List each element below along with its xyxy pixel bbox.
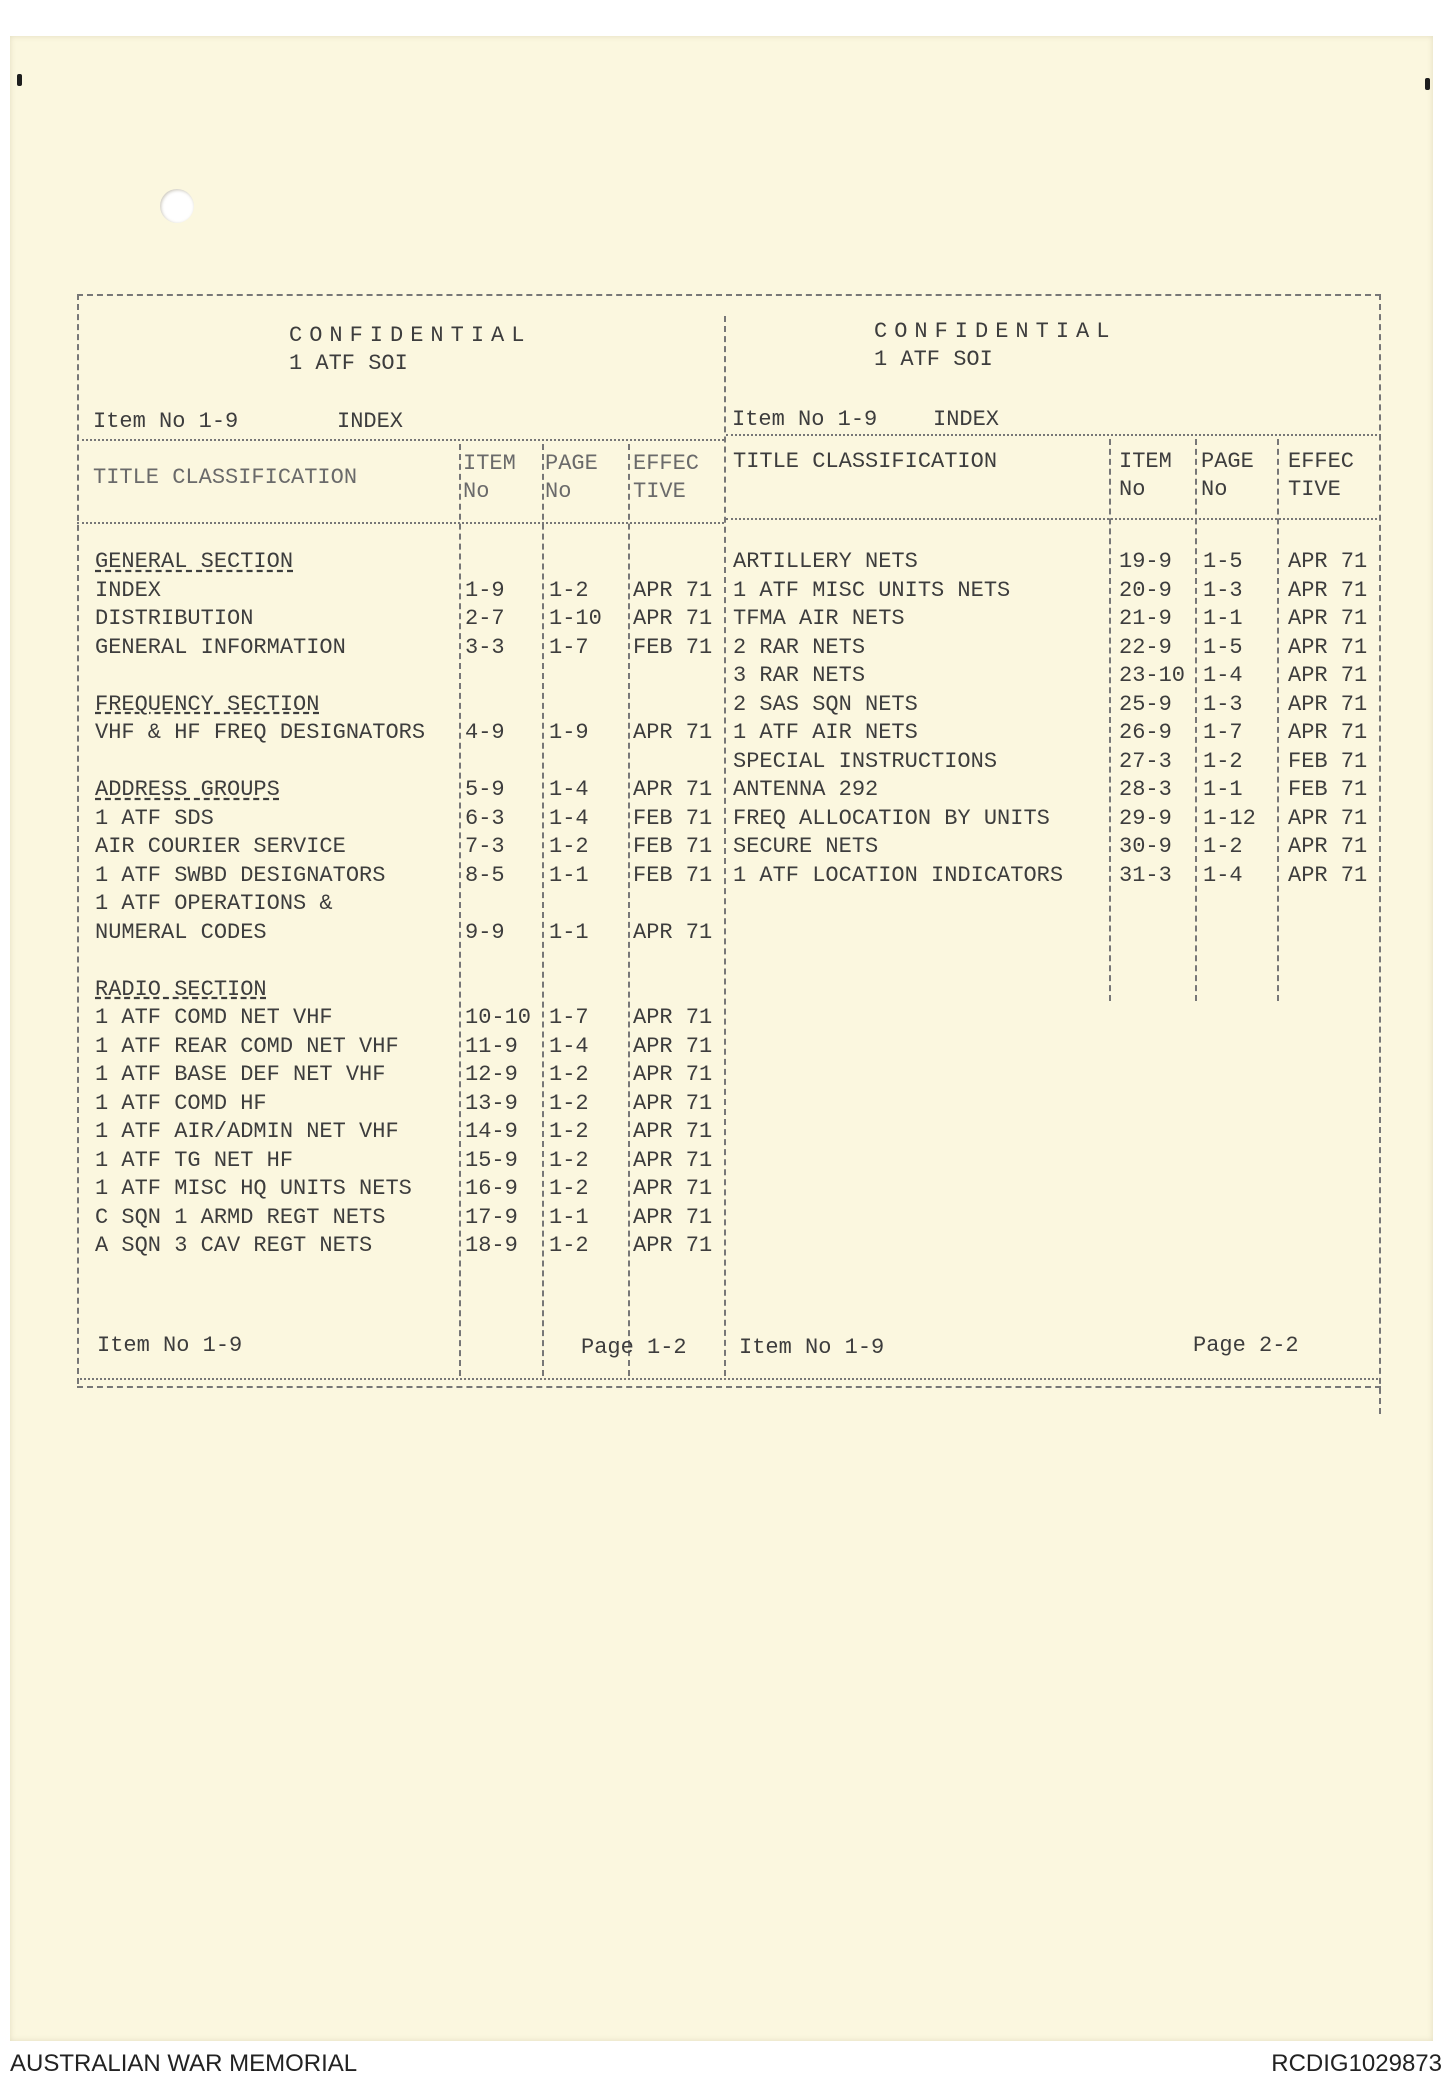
right-col-divider-eff bbox=[1277, 439, 1279, 1001]
left-row-item-no: 11-9 bbox=[465, 1033, 518, 1059]
right-row-item-no: 31-3 bbox=[1119, 862, 1172, 888]
left-col-divider-eff bbox=[628, 444, 630, 1376]
right-col-page-no: No bbox=[1201, 477, 1228, 502]
right-row-page-no: 1-5 bbox=[1203, 634, 1243, 660]
left-classification: CONFIDENTIAL bbox=[289, 323, 532, 348]
right-col-divider-item bbox=[1109, 439, 1111, 1001]
left-row-effective: APR 71 bbox=[633, 1090, 713, 1116]
left-row-effective: APR 71 bbox=[633, 1062, 713, 1087]
right-row-page-no: 1-2 bbox=[1203, 834, 1243, 859]
right-row-page-no: 1-5 bbox=[1203, 549, 1243, 574]
left-columns-line bbox=[77, 522, 724, 524]
left-subtitle: 1 ATF SOI bbox=[289, 351, 408, 376]
left-row-title: 1 ATF BASE DEF NET VHF bbox=[95, 1062, 386, 1087]
left-row-effective: APR 71 bbox=[633, 720, 713, 745]
right-row-effective: APR 71 bbox=[1288, 834, 1368, 859]
left-row-page-no: 1-4 bbox=[549, 805, 589, 831]
right-col-effective-2: TIVE bbox=[1288, 477, 1341, 502]
left-row-page-no: 1-4 bbox=[549, 777, 589, 802]
left-row-effective: FEB 71 bbox=[633, 634, 713, 660]
left-row-effective: APR 71 bbox=[633, 1119, 713, 1144]
left-row-title: 1 ATF SDS bbox=[95, 805, 214, 831]
archive-reference: RCDIG1029873 bbox=[1271, 2050, 1442, 2077]
left-row-effective: APR 71 bbox=[633, 1233, 713, 1258]
left-col-title: TITLE CLASSIFICATION bbox=[93, 465, 358, 490]
left-row-title: FREQUENCY SECTION bbox=[95, 691, 320, 717]
scan-mark bbox=[17, 74, 22, 86]
left-row-page-no: 1-2 bbox=[549, 834, 589, 859]
right-footer-item: Item No 1-9 bbox=[739, 1335, 885, 1360]
right-index-label: INDEX bbox=[933, 407, 1000, 432]
left-row-effective: APR 71 bbox=[633, 606, 713, 631]
left-row-page-no: 1-2 bbox=[549, 577, 589, 603]
left-row-page-no: 1-9 bbox=[549, 720, 589, 745]
right-row-effective: APR 71 bbox=[1288, 691, 1368, 717]
archive-footer bbox=[0, 2046, 1452, 2082]
frame-left bbox=[77, 294, 79, 1384]
right-row-title: SECURE NETS bbox=[733, 834, 879, 859]
right-row-item-no: 20-9 bbox=[1119, 577, 1172, 603]
left-row-item-no: 2-7 bbox=[465, 606, 505, 631]
left-row-page-no: 1-2 bbox=[549, 1090, 589, 1116]
left-row-item-no: 6-3 bbox=[465, 805, 505, 831]
right-row-page-no: 1-1 bbox=[1203, 606, 1243, 631]
right-columns-line bbox=[726, 518, 1381, 520]
right-row-item-no: 23-10 bbox=[1119, 663, 1186, 688]
punch-hole bbox=[160, 189, 194, 223]
left-row-title: GENERAL INFORMATION bbox=[95, 634, 346, 660]
left-row-effective: APR 71 bbox=[633, 1033, 713, 1059]
right-row-effective: APR 71 bbox=[1288, 663, 1368, 688]
frame-bottom-2 bbox=[77, 1386, 1381, 1388]
left-row-item-no: 13-9 bbox=[465, 1090, 518, 1116]
right-row-effective: FEB 71 bbox=[1288, 748, 1368, 774]
left-row-item-no: 10-10 bbox=[465, 1005, 532, 1030]
left-row-effective: APR 71 bbox=[633, 1176, 713, 1201]
left-row-page-no: 1-2 bbox=[549, 1062, 589, 1087]
right-row-page-no: 1-2 bbox=[1203, 748, 1243, 774]
left-row-title: GENERAL SECTION bbox=[95, 549, 294, 574]
left-row-item-no: 3-3 bbox=[465, 634, 505, 660]
left-col-page: PAGE bbox=[545, 451, 598, 476]
page-divider bbox=[724, 316, 726, 1376]
left-row-page-no: 1-7 bbox=[549, 634, 589, 660]
right-row-effective: APR 71 bbox=[1288, 577, 1368, 603]
left-row-page-no: 1-1 bbox=[549, 1204, 589, 1230]
left-row-title: DISTRIBUTION bbox=[95, 606, 254, 631]
left-row-title: INDEX bbox=[95, 577, 162, 603]
left-col-effective-2: TIVE bbox=[633, 479, 686, 504]
frame-bottom bbox=[77, 1378, 1381, 1380]
left-row-page-no: 1-4 bbox=[549, 1033, 589, 1059]
left-footer-item: Item No 1-9 bbox=[97, 1333, 243, 1358]
right-col-page: PAGE bbox=[1201, 449, 1254, 474]
right-row-title: 3 RAR NETS bbox=[733, 663, 866, 688]
left-row-item-no: 16-9 bbox=[465, 1176, 518, 1201]
left-row-page-no: 1-2 bbox=[549, 1119, 589, 1144]
left-row-title: 1 ATF REAR COMD NET VHF bbox=[95, 1033, 399, 1059]
right-row-title: ARTILLERY NETS bbox=[733, 549, 918, 574]
left-row-item-no: 12-9 bbox=[465, 1062, 518, 1087]
right-col-title: TITLE CLASSIFICATION bbox=[733, 449, 998, 474]
right-row-item-no: 19-9 bbox=[1119, 549, 1172, 574]
right-row-effective: APR 71 bbox=[1288, 862, 1368, 888]
right-row-item-no: 28-3 bbox=[1119, 777, 1172, 802]
left-row-title: 1 ATF TG NET HF bbox=[95, 1147, 294, 1173]
left-row-title: 1 ATF MISC HQ UNITS NETS bbox=[95, 1176, 412, 1201]
left-row-page-no: 1-1 bbox=[549, 919, 589, 945]
left-col-item-no: No bbox=[463, 479, 490, 504]
left-row-effective: FEB 71 bbox=[633, 805, 713, 831]
right-row-item-no: 27-3 bbox=[1119, 748, 1172, 774]
right-row-page-no: 1-12 bbox=[1203, 805, 1256, 831]
left-row-page-no: 1-10 bbox=[549, 606, 602, 631]
right-row-item-no: 26-9 bbox=[1119, 720, 1172, 745]
right-row-item-no: 25-9 bbox=[1119, 691, 1172, 717]
frame-right bbox=[1379, 294, 1381, 1414]
left-row-page-no: 1-1 bbox=[549, 862, 589, 888]
left-row-item-no: 1-9 bbox=[465, 577, 505, 603]
right-item-label: Item No 1-9 bbox=[732, 407, 878, 432]
right-row-title: SPECIAL INSTRUCTIONS bbox=[733, 748, 998, 774]
right-row-title: 1 ATF LOCATION INDICATORS bbox=[733, 862, 1064, 888]
left-row-effective: FEB 71 bbox=[633, 834, 713, 859]
right-row-title: 1 ATF AIR NETS bbox=[733, 720, 918, 745]
left-row-title: C SQN 1 ARMD REGT NETS bbox=[95, 1204, 386, 1230]
right-row-title: ANTENNA 292 bbox=[733, 777, 879, 802]
left-row-title: ADDRESS GROUPS bbox=[95, 777, 280, 802]
right-row-effective: APR 71 bbox=[1288, 549, 1368, 574]
left-row-effective: APR 71 bbox=[633, 777, 713, 802]
right-row-title: 1 ATF MISC UNITS NETS bbox=[733, 577, 1011, 603]
right-row-page-no: 1-1 bbox=[1203, 777, 1243, 802]
right-row-page-no: 1-3 bbox=[1203, 577, 1243, 603]
right-footer-page: Page 2-2 bbox=[1193, 1333, 1299, 1358]
left-row-effective: APR 71 bbox=[633, 577, 713, 603]
left-row-effective: APR 71 bbox=[633, 1204, 713, 1230]
left-row-title: AIR COURIER SERVICE bbox=[95, 834, 346, 859]
left-row-title: VHF & HF FREQ DESIGNATORS bbox=[95, 720, 426, 745]
left-row-item-no: 14-9 bbox=[465, 1119, 518, 1144]
right-row-page-no: 1-7 bbox=[1203, 720, 1243, 745]
left-col-page-no: No bbox=[545, 479, 572, 504]
left-row-title: 1 ATF COMD NET VHF bbox=[95, 1005, 333, 1030]
right-row-page-no: 1-4 bbox=[1203, 663, 1243, 688]
right-col-item: ITEM bbox=[1119, 449, 1172, 474]
left-row-item-no: 8-5 bbox=[465, 862, 505, 888]
left-row-page-no: 1-7 bbox=[549, 1005, 589, 1030]
left-row-item-no: 15-9 bbox=[465, 1147, 518, 1173]
left-col-divider-item bbox=[459, 444, 461, 1376]
right-row-item-no: 22-9 bbox=[1119, 634, 1172, 660]
right-row-effective: FEB 71 bbox=[1288, 777, 1368, 802]
right-row-effective: APR 71 bbox=[1288, 805, 1368, 831]
right-col-divider-page bbox=[1195, 439, 1197, 1001]
left-header-line bbox=[77, 439, 724, 441]
right-header-line bbox=[726, 434, 1381, 436]
left-row-effective: APR 71 bbox=[633, 1005, 713, 1030]
left-footer-page: Page 1-2 bbox=[581, 1335, 687, 1360]
left-row-page-no: 1-2 bbox=[549, 1233, 589, 1258]
right-row-effective: APR 71 bbox=[1288, 720, 1368, 745]
left-row-title: 1 ATF OPERATIONS & bbox=[95, 891, 333, 916]
left-col-item: ITEM bbox=[463, 451, 516, 476]
left-row-item-no: 7-3 bbox=[465, 834, 505, 859]
left-row-item-no: 18-9 bbox=[465, 1233, 518, 1258]
left-col-effective: EFFEC bbox=[633, 451, 700, 476]
scan-mark bbox=[1425, 78, 1430, 90]
left-row-title: RADIO SECTION bbox=[95, 976, 267, 1002]
left-row-title: 1 ATF COMD HF bbox=[95, 1090, 267, 1116]
right-col-effective: EFFEC bbox=[1288, 449, 1355, 474]
right-row-effective: APR 71 bbox=[1288, 606, 1368, 631]
left-row-title: NUMERAL CODES bbox=[95, 919, 267, 945]
right-row-effective: APR 71 bbox=[1288, 634, 1368, 660]
left-row-title: A SQN 3 CAV REGT NETS bbox=[95, 1233, 373, 1258]
left-row-title: 1 ATF SWBD DESIGNATORS bbox=[95, 862, 386, 888]
right-row-item-no: 29-9 bbox=[1119, 805, 1172, 831]
left-row-item-no: 9-9 bbox=[465, 919, 505, 945]
right-col-item-no: No bbox=[1119, 477, 1146, 502]
right-classification: CONFIDENTIAL bbox=[874, 319, 1117, 344]
left-row-page-no: 1-2 bbox=[549, 1176, 589, 1201]
right-row-title: 2 SAS SQN NETS bbox=[733, 691, 918, 717]
left-row-effective: FEB 71 bbox=[633, 862, 713, 888]
right-row-page-no: 1-4 bbox=[1203, 862, 1243, 888]
right-subtitle: 1 ATF SOI bbox=[874, 347, 993, 372]
left-item-label: Item No 1-9 bbox=[93, 409, 239, 434]
left-row-item-no: 5-9 bbox=[465, 777, 505, 802]
left-row-page-no: 1-2 bbox=[549, 1147, 589, 1173]
left-index-label: INDEX bbox=[337, 409, 404, 434]
archive-name: AUSTRALIAN WAR MEMORIAL bbox=[10, 2050, 358, 2077]
right-row-page-no: 1-3 bbox=[1203, 691, 1243, 717]
frame-top bbox=[77, 294, 1381, 296]
right-row-item-no: 30-9 bbox=[1119, 834, 1172, 859]
left-row-title: 1 ATF AIR/ADMIN NET VHF bbox=[95, 1119, 399, 1144]
right-row-title: TFMA AIR NETS bbox=[733, 606, 905, 631]
left-row-effective: APR 71 bbox=[633, 919, 713, 945]
left-row-item-no: 4-9 bbox=[465, 720, 505, 745]
left-col-divider-page bbox=[542, 444, 544, 1376]
left-row-effective: APR 71 bbox=[633, 1147, 713, 1173]
right-row-title: FREQ ALLOCATION BY UNITS bbox=[733, 805, 1050, 831]
soi-index-sheet bbox=[77, 294, 1381, 1414]
right-row-title: 2 RAR NETS bbox=[733, 634, 866, 660]
left-row-item-no: 17-9 bbox=[465, 1204, 518, 1230]
right-row-item-no: 21-9 bbox=[1119, 606, 1172, 631]
